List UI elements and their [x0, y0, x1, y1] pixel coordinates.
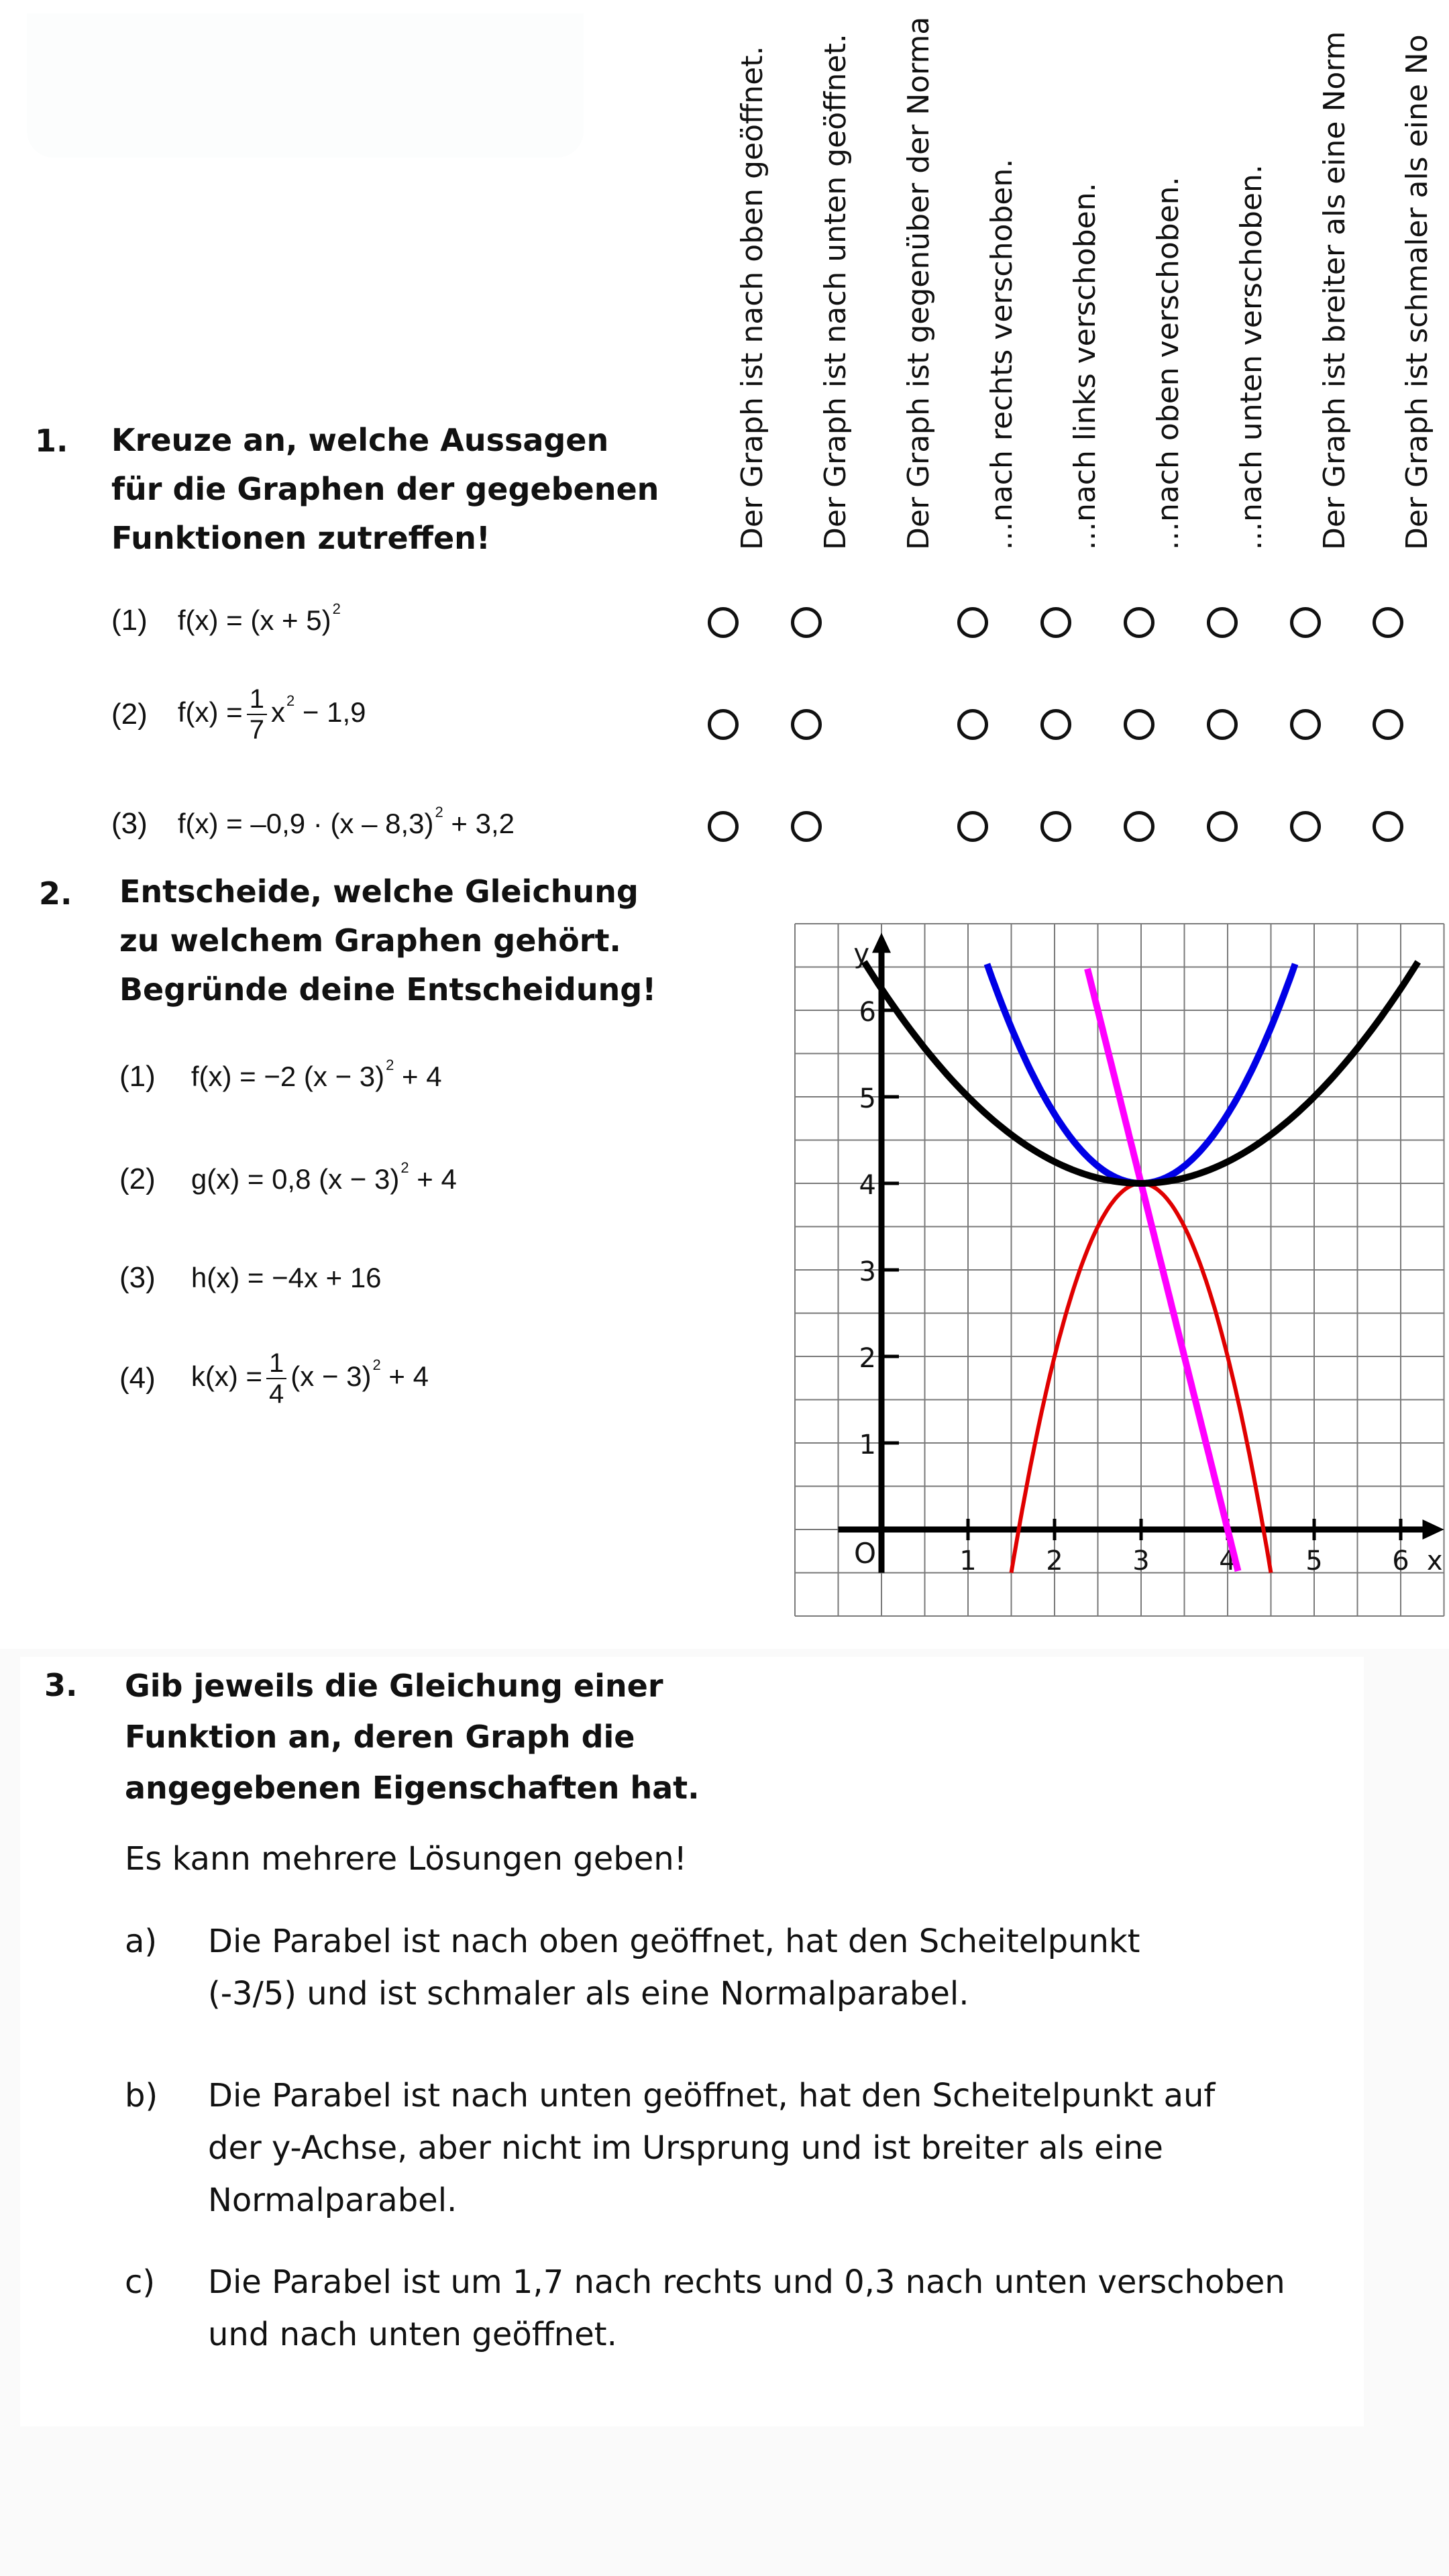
task2-title-line: zu welchem Graphen gehört.: [119, 922, 621, 959]
function-label: (3): [111, 807, 148, 840]
x-tick-label: 1: [959, 1546, 977, 1576]
task1-title-line: Funktionen zutreffen!: [111, 520, 490, 556]
column-header: [1036, 0, 1102, 550]
column-header-label: Der Graph ist nach unten geöffnet.: [818, 34, 853, 550]
answer-checkbox[interactable]: [1207, 811, 1238, 842]
expr-exponent: 2: [400, 1159, 409, 1176]
column-header-label: Der Graph ist gegenüber der Norma: [902, 16, 936, 550]
x-tick-label: 6: [1392, 1546, 1409, 1576]
fraction: [247, 684, 267, 745]
answer-checkbox[interactable]: [1040, 709, 1071, 740]
column-header: [786, 0, 853, 550]
equation-label: (3): [119, 1261, 156, 1294]
column-header-label: ...nach oben verschoben.: [1151, 176, 1185, 550]
function-row-1: [111, 600, 341, 637]
function-expression: [177, 684, 366, 745]
equation-expression: [191, 1348, 429, 1409]
expr-exponent: 2: [386, 1057, 394, 1073]
answer-checkbox[interactable]: [708, 709, 739, 740]
y-tick-label: 5: [859, 1083, 876, 1114]
equation-row-2: [119, 1159, 457, 1196]
item-line: Normalparabel.: [208, 2182, 458, 2219]
expr-exponent: 2: [435, 804, 443, 820]
origin-label: O: [853, 1537, 876, 1570]
answer-checkbox[interactable]: [1290, 811, 1321, 842]
column-header: [869, 0, 936, 550]
column-header: [1285, 0, 1352, 550]
task3-title-line: Gib jeweils die Gleichung einer: [125, 1668, 663, 1704]
x-tick-label: 3: [1132, 1546, 1150, 1576]
y-tick-label: 6: [859, 997, 876, 1028]
fraction-denominator: 7: [249, 715, 264, 745]
answer-checkbox[interactable]: [791, 709, 822, 740]
blank-area: [27, 13, 584, 158]
y-tick-label: 4: [859, 1170, 876, 1201]
column-header-label: ...nach links verschoben.: [1068, 182, 1102, 550]
x-tick-label: 5: [1305, 1546, 1323, 1576]
y-axis-arrow-icon: [872, 932, 891, 953]
expr-main: h(x) = −4x + 16: [191, 1262, 382, 1293]
function-row-3: [111, 804, 515, 841]
expr-exponent: 2: [286, 692, 295, 710]
equation-row-4: [119, 1348, 429, 1409]
x-axis-arrow-icon: [1423, 1519, 1444, 1540]
answer-checkbox[interactable]: [1290, 709, 1321, 740]
item-line: der y-Achse, aber nicht im Ursprung und ist breiter als eine: [208, 2129, 1163, 2167]
equation-label: (2): [119, 1163, 156, 1195]
equation-expression: [191, 1057, 442, 1092]
task1-number: 1.: [35, 423, 68, 459]
equation-label: (4): [119, 1362, 156, 1395]
expr-main: f(x) =: [177, 696, 243, 729]
task2-title-line: Entscheide, welche Gleichung: [119, 873, 639, 910]
y-tick-label: 2: [859, 1343, 876, 1374]
column-header-label: Der Graph ist nach oben geöffnet.: [735, 46, 769, 550]
task3-title-line: Funktion an, deren Graph die: [125, 1719, 635, 1755]
answer-checkbox[interactable]: [708, 607, 739, 638]
expr-main: g(x) = 0,8 (x − 3): [191, 1163, 400, 1195]
expr-exponent: 2: [372, 1356, 381, 1374]
expr-main: f(x) = (x + 5): [177, 604, 331, 636]
function-expression: [177, 600, 341, 636]
item-letter: b): [125, 2077, 158, 2114]
y-tick-label: 3: [859, 1256, 876, 1287]
task3-title-line: angegebenen Eigenschaften hat.: [125, 1770, 700, 1806]
answer-checkbox[interactable]: [708, 811, 739, 842]
item-line: Die Parabel ist nach unten geöffnet, hat den Scheitelpunkt auf: [208, 2077, 1216, 2114]
column-header: [1202, 0, 1269, 550]
task1-title-line: für die Graphen der gegebenen: [111, 471, 659, 507]
expr-rest: + 3,2: [443, 808, 515, 839]
answer-checkbox[interactable]: [1124, 709, 1155, 740]
x-tick-label: 2: [1046, 1546, 1063, 1576]
x-tick-label: 4: [1219, 1546, 1236, 1576]
expr-variable: x: [270, 696, 285, 729]
answer-checkbox[interactable]: [1373, 709, 1403, 740]
equation-row-3: [119, 1261, 382, 1295]
answer-checkbox[interactable]: [1124, 811, 1155, 842]
item-text: [208, 2256, 1285, 2361]
function-label: (2): [111, 698, 148, 731]
answer-checkbox[interactable]: [791, 811, 822, 842]
item-text: [208, 1915, 1140, 2020]
expr-main: (x − 3): [290, 1360, 372, 1393]
column-header-label: Der Graph ist schmaler als eine No: [1400, 34, 1434, 550]
expr-rest: + 4: [409, 1163, 457, 1195]
fraction-numerator: 1: [266, 1348, 286, 1379]
answer-checkbox[interactable]: [1373, 811, 1403, 842]
task3-note: Es kann mehrere Lösungen geben!: [125, 1840, 687, 1878]
column-header-label: ...nach unten verschoben.: [1234, 164, 1269, 550]
answer-checkbox[interactable]: [957, 811, 988, 842]
answer-checkbox[interactable]: [957, 607, 988, 638]
item-line: und nach unten geöffnet.: [208, 2316, 617, 2353]
item-line: Die Parabel ist um 1,7 nach rechts und 0,3 nach unten verschoben: [208, 2263, 1285, 2301]
answer-checkbox[interactable]: [1373, 607, 1403, 638]
task2-title-line: Begründe deine Entscheidung!: [119, 971, 657, 1008]
task1-title: [111, 416, 659, 563]
task3-title: [125, 1660, 700, 1813]
expr-main: k(x) =: [191, 1360, 263, 1393]
answer-checkbox[interactable]: [1124, 607, 1155, 638]
answer-checkbox[interactable]: [1290, 607, 1321, 638]
task2-title: [119, 867, 656, 1014]
answer-checkbox[interactable]: [1207, 709, 1238, 740]
equation-row-1: [119, 1057, 442, 1093]
function-expression: [177, 804, 515, 839]
column-header: [703, 0, 769, 550]
column-header: [1119, 0, 1185, 550]
column-header-label: ...nach rechts verschoben.: [985, 158, 1019, 550]
column-header: [953, 0, 1019, 550]
y-tick-label: 1: [859, 1430, 876, 1460]
expr-main: f(x) = −2 (x − 3): [191, 1061, 385, 1092]
item-line: Die Parabel ist nach oben geöffnet, hat den Scheitelpunkt: [208, 1923, 1140, 1960]
answer-checkbox[interactable]: [1207, 607, 1238, 638]
expr-exponent: 2: [332, 600, 341, 617]
task2-number: 2.: [39, 875, 72, 912]
y-axis-label: y: [853, 938, 869, 970]
item-letter: a): [125, 1923, 158, 1960]
fraction: [266, 1348, 286, 1409]
item-text: [208, 2070, 1215, 2226]
expr-rest: + 4: [394, 1061, 442, 1092]
column-header-label: Der Graph ist breiter als eine Norm: [1318, 31, 1352, 550]
task1-title-line: Kreuze an, welche Aussagen: [111, 422, 609, 458]
function-row-2: [111, 684, 366, 745]
function-label: (1): [111, 604, 148, 637]
equation-expression: [191, 1262, 382, 1293]
function-graph: [778, 906, 1449, 1630]
expr-rest: + 4: [380, 1360, 429, 1393]
answer-checkbox[interactable]: [1040, 811, 1071, 842]
answer-checkbox[interactable]: [957, 709, 988, 740]
item-letter: c): [125, 2263, 156, 2301]
fraction-denominator: 4: [269, 1379, 284, 1409]
equation-label: (1): [119, 1060, 156, 1093]
item-line: (-3/5) und ist schmaler als eine Normalparabel.: [208, 1975, 969, 2012]
equation-expression: [191, 1159, 457, 1195]
fraction-numerator: 1: [247, 684, 267, 715]
x-axis-label: x: [1426, 1546, 1443, 1576]
expr-main: f(x) = –0,9 · (x – 8,3): [177, 808, 434, 839]
task3-number: 3.: [44, 1667, 78, 1703]
expr-rest: − 1,9: [294, 696, 366, 729]
answer-checkbox[interactable]: [1040, 607, 1071, 638]
answer-checkbox[interactable]: [791, 607, 822, 638]
column-header: [1368, 0, 1434, 550]
